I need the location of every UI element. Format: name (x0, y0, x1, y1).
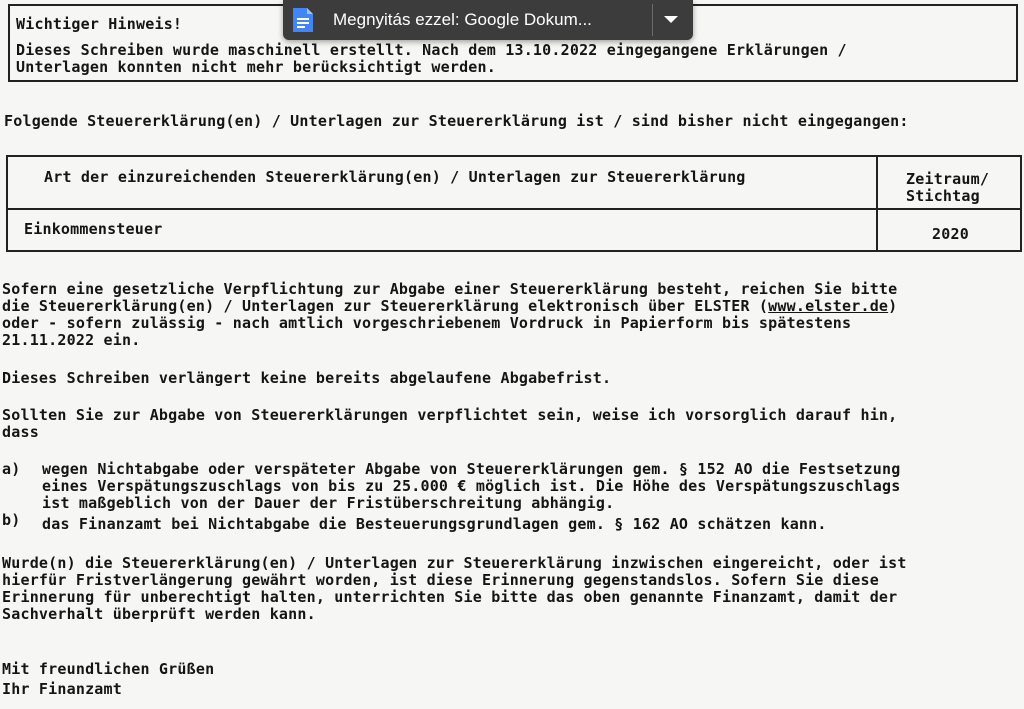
open-with-label[interactable]: Megnyitás ezzel: Google Dokum... (333, 10, 592, 29)
paragraph-line: Dieses Schreiben verlängert keine bereits abgelaufene Abgabefrist. (2, 369, 612, 387)
table-header-stichtag: Stichtag (906, 187, 980, 205)
elster-link[interactable]: www.elster.de (768, 297, 889, 315)
missing-documents-table (6, 155, 1022, 252)
paragraph-line: Sofern eine gesetzliche Verpflichtung zur Abgabe einer Steuererklärung besteht, reichen Sie bitte (2, 280, 898, 298)
table-divider (876, 157, 878, 250)
closing-signature: Ihr Finanzamt (2, 680, 122, 698)
paragraph-line: 21.11.2022 ein. (2, 331, 141, 349)
open-with-bar[interactable] (283, 0, 693, 40)
list-item-a: eines Verspätungszuschlags von bis zu 25.000 € möglich ist. Die Höhe des Verspätungszuschlags (42, 477, 901, 495)
list-item-a: ist maßgeblich von der Dauer der Fristüberschreitung abhängig. (42, 494, 615, 512)
closing-greeting: Mit freundlichen Grüßen (2, 660, 215, 678)
paragraph-line: Sollten Sie zur Abgabe von Steuererklärungen verpflichtet sein, weise ich vorsorglich darauf hin, (2, 406, 898, 424)
list-marker-b: b) (2, 511, 21, 529)
table-header-zeitraum: Zeitraum/ (906, 170, 990, 188)
list-item-b: das Finanzamt bei Nichtabgabe die Besteuerungsgrundlagen gem. § 162 AO schätzen kann. (42, 515, 827, 533)
paragraph-line: hierfür Fristverlängerung gewährt worden, ist diese Erinnerung gegenstandslos. Sofern Sie diese (2, 571, 879, 589)
paragraph-line: Erinnerung für unberechtigt halten, unterrichten Sie bitte das oben genannte Finanzamt, damit der (2, 588, 898, 606)
table-header-art: Art der einzureichenden Steuererklärung(en) / Unterlagen zur Steuererklärung (44, 168, 746, 186)
paragraph-text: die Steuererklärung(en) / Unterlagen zur Steuererklärung elektronisch über ELSTER ( (2, 297, 769, 315)
paragraph-line: Wurde(n) die Steuererklärung(en) / Unterlagen zur Steuererklärung inzwischen eingereicht, oder ist (2, 554, 907, 572)
notice-text-line: Unterlagen konnten nicht mehr berücksichtigt werden. (16, 58, 496, 76)
table-divider (8, 208, 1020, 210)
paragraph-line: oder - sofern zulässig - nach amtlich vorgeschriebenem Vordruck in Papierform bis spätestens (2, 314, 852, 332)
notice-text-line: Dieses Schreiben wurde maschinell erstellt. Nach dem 13.10.2022 eingegangene Erklärungen / (16, 41, 847, 59)
open-with-dropdown-button[interactable] (653, 0, 693, 40)
intro-text: Folgende Steuererklärung(en) / Unterlagen zur Steuererklärung ist / sind bisher nicht eingegangen: (4, 112, 909, 130)
list-marker-a: a) (2, 460, 21, 478)
caret-down-icon (664, 16, 678, 23)
paragraph-line: dass (2, 423, 39, 441)
table-cell-zeitraum: 2020 (932, 225, 969, 243)
list-item-a: wegen Nichtabgabe oder verspäteter Abgabe von Steuererklärungen gem. § 152 AO die Festsetzung (42, 460, 901, 478)
paragraph-line: Sachverhalt überprüft werden kann. (2, 605, 316, 623)
google-docs-icon (291, 6, 315, 34)
notice-title: Wichtiger Hinweis! (16, 15, 183, 33)
paragraph-line (2, 298, 897, 315)
paragraph-text: ) (888, 297, 898, 315)
table-cell-art: Einkommensteuer (24, 220, 163, 238)
